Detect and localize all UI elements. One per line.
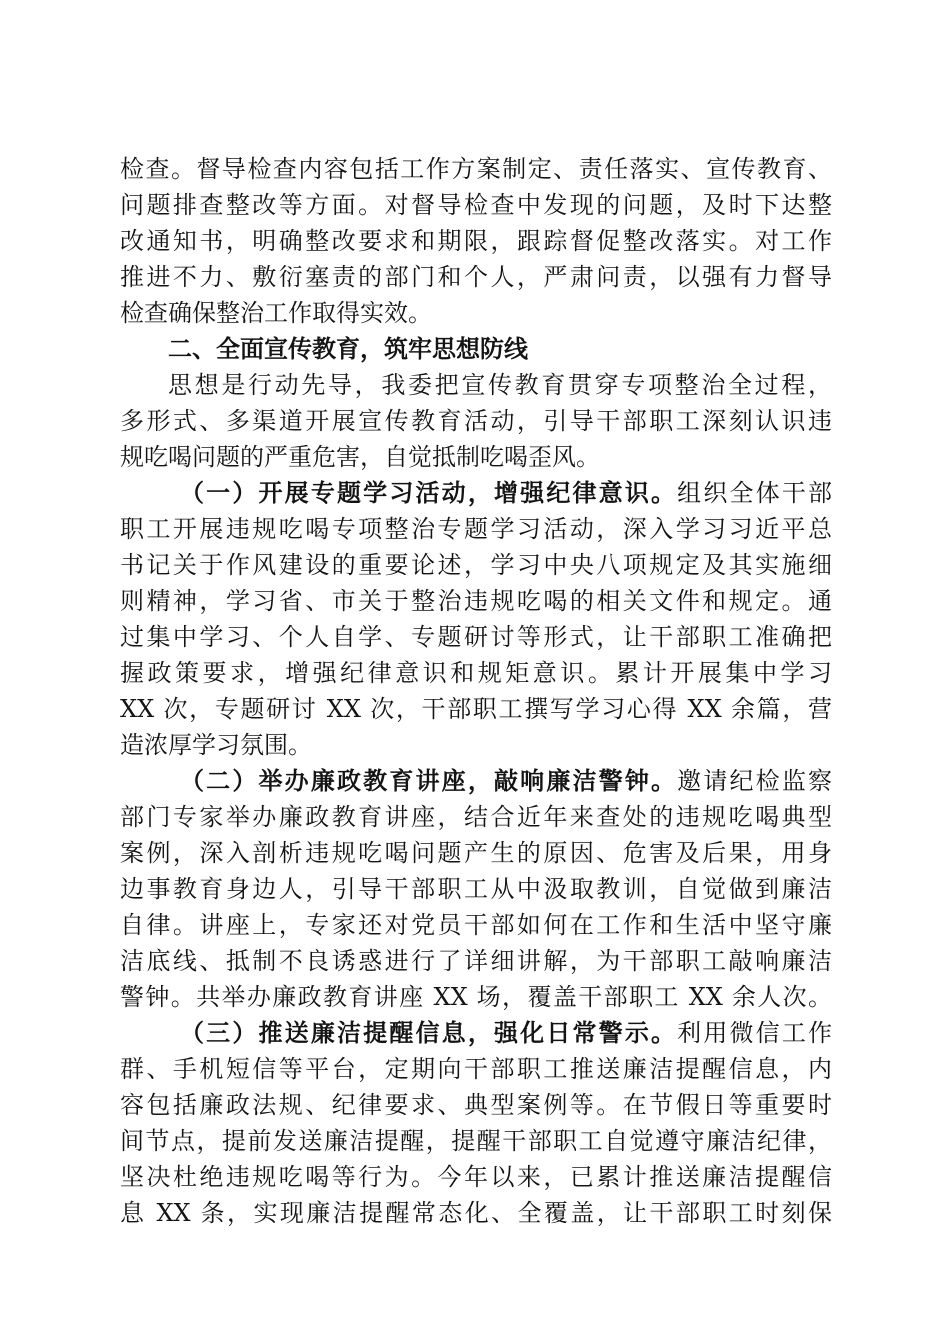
text-line: 思想是行动先导，我委把宣传教育贯穿专项整治全过程， <box>168 371 832 399</box>
text-line: 洁底线、抵制不良诱惑进行了详细讲解，为干部职工敲响廉洁 <box>120 947 832 975</box>
subsection-text: 邀请纪检监察 <box>677 767 832 795</box>
text-line: 过集中学习、个人自学、专题研讨等形式，让干部职工准确把 <box>120 623 832 651</box>
text-line: 息 XX 条，实现廉洁提醒常态化、全覆盖，让干部职工时刻保 <box>120 1199 832 1227</box>
subsection-reminders <box>120 1015 832 1231</box>
text-line: 握政策要求，增强纪律意识和规矩意识。累计开展集中学习 <box>120 659 832 687</box>
text-line: 问题排查整改等方面。对督导检查中发现的问题，及时下达整 <box>120 191 832 219</box>
text-line: 推进不力、敷衍塞责的部门和个人，严肃问责，以强有力督导 <box>120 263 832 291</box>
subsection-text: 利用微信工作 <box>677 1019 832 1047</box>
text-line <box>120 475 832 511</box>
text-line: 改通知书，明确整改要求和期限，跟踪督促整改落实。对工作 <box>120 227 832 255</box>
subsection-title: （二）举办廉政教育讲座，敲响廉洁警钟。 <box>180 766 678 795</box>
text-line: 职工开展违规吃喝专项整治专题学习活动，深入学习习近平总 <box>120 515 832 543</box>
subsection-title: （三）推送廉洁提醒信息，强化日常警示。 <box>180 1018 678 1047</box>
paragraph-intro <box>120 367 832 475</box>
subsection-title: （一）开展专题学习活动，增强纪律意识。 <box>180 478 678 507</box>
text-line: XX 次，专题研讨 XX 次，干部职工撰写学习心得 XX 余篇，营 <box>120 695 832 723</box>
text-line: 多形式、多渠道开展宣传教育活动，引导干部职工深刻认识违 <box>120 407 832 435</box>
paragraph-inspection <box>120 151 832 331</box>
text-line: 规吃喝问题的严重危害，自觉抵制吃喝歪风。 <box>120 443 600 471</box>
text-line: 则精神，学习省、市关于整治违规吃喝的相关文件和规定。通 <box>120 587 832 615</box>
text-line: 边事教育身边人，引导干部职工从中汲取教训，自觉做到廉洁 <box>120 875 832 903</box>
text-line: 造浓厚学习氛围。 <box>120 731 312 759</box>
text-line: 书记关于作风建设的重要论述，学习中央八项规定及其实施细 <box>120 551 832 579</box>
text-line <box>120 763 832 799</box>
text-line: 案例，深入剖析违规吃喝问题产生的原因、危害及后果，用身 <box>120 839 832 867</box>
text-line: 间节点，提前发送廉洁提醒，提醒干部职工自觉遵守廉洁纪律， <box>120 1127 832 1155</box>
text-line: 警钟。共举办廉政教育讲座 XX 场，覆盖干部职工 XX 余人次。 <box>120 983 832 1011</box>
text-line: 群、手机短信等平台，定期向干部职工推送廉洁提醒信息，内 <box>120 1055 832 1083</box>
text-line: 自律。讲座上，专家还对党员干部如何在工作和生活中坚守廉 <box>120 911 832 939</box>
text-line: 容包括廉政法规、纪律要求、典型案例等。在节假日等重要时 <box>120 1091 832 1119</box>
section-heading: 二、全面宣传教育，筑牢思想防线 <box>168 335 528 363</box>
text-line <box>120 1015 832 1051</box>
subsection-text: 组织全体干部 <box>677 479 832 507</box>
text-line: 部门专家举办廉政教育讲座，结合近年来查处的违规吃喝典型 <box>120 803 832 831</box>
subsection-study <box>120 475 832 763</box>
text-line: 检查。督导检查内容包括工作方案制定、责任落实、宣传教育、 <box>120 155 832 183</box>
text-line: 检查确保整治工作取得实效。 <box>120 299 432 327</box>
subsection-lecture <box>120 763 832 1015</box>
text-line: 坚决杜绝违规吃喝等行为。今年以来，已累计推送廉洁提醒信 <box>120 1163 832 1191</box>
document-body <box>120 151 832 1231</box>
